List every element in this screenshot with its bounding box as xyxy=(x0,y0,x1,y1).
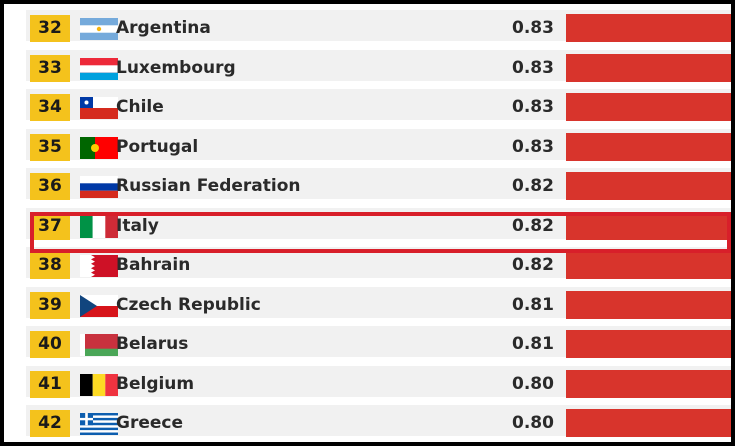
rank-badge: 37 xyxy=(30,213,70,240)
value-label: 0.83 xyxy=(512,18,554,38)
value-bar xyxy=(566,133,735,161)
rank-badge: 41 xyxy=(30,371,70,398)
value-bar xyxy=(566,172,735,200)
bahrain-flag-icon xyxy=(80,255,118,277)
value-label: 0.82 xyxy=(512,215,554,236)
ranking-row xyxy=(26,247,735,278)
country-name: Greece xyxy=(116,413,184,433)
country-name: Luxembourg xyxy=(116,57,236,78)
rank-badge: 42 xyxy=(30,410,70,437)
value-label: 0.83 xyxy=(512,97,554,117)
country-name: Belarus xyxy=(116,334,189,354)
ranking-row xyxy=(26,168,735,199)
belarus-flag-icon xyxy=(80,334,118,356)
rank-badge: 32 xyxy=(30,15,70,42)
rank-badge: 38 xyxy=(30,252,70,279)
chile-flag-icon xyxy=(80,97,118,119)
ranking-row xyxy=(26,326,735,357)
value-label: 0.80 xyxy=(512,373,554,394)
russia-flag-icon xyxy=(80,176,118,198)
ranking-row xyxy=(26,50,735,81)
value-label: 0.80 xyxy=(512,413,554,433)
value-bar xyxy=(566,330,735,358)
ranking-row xyxy=(26,10,735,41)
country-name: Belgium xyxy=(116,373,195,394)
ranking-row xyxy=(26,287,735,318)
ranking-row xyxy=(26,89,735,120)
value-bar xyxy=(566,251,735,279)
belgium-flag-icon xyxy=(80,374,118,396)
luxembourg-flag-icon xyxy=(80,58,118,80)
portugal-flag-icon xyxy=(80,137,118,159)
value-label: 0.83 xyxy=(512,136,554,157)
rank-badge: 34 xyxy=(30,94,70,121)
value-label: 0.82 xyxy=(512,176,554,196)
ranking-row xyxy=(26,129,735,160)
value-bar xyxy=(566,212,735,240)
country-name: Bahrain xyxy=(116,255,191,275)
value-label: 0.83 xyxy=(512,57,554,78)
value-bar xyxy=(566,93,735,121)
country-name: Chile xyxy=(116,97,164,117)
country-name: Italy xyxy=(116,215,159,236)
rank-badge: 33 xyxy=(30,55,70,82)
value-label: 0.81 xyxy=(512,294,554,315)
value-label: 0.82 xyxy=(512,255,554,275)
ranking-row xyxy=(26,366,735,397)
italy-flag-icon xyxy=(80,216,118,238)
ranking-row xyxy=(26,208,735,239)
greece-flag-icon xyxy=(80,413,118,435)
value-bar xyxy=(566,291,735,319)
rank-badge: 40 xyxy=(30,331,70,358)
country-name: Czech Republic xyxy=(116,294,261,315)
value-bar xyxy=(566,409,735,437)
country-name: Russian Federation xyxy=(116,176,301,196)
value-label: 0.81 xyxy=(512,334,554,354)
value-bar xyxy=(566,54,735,82)
ranking-row xyxy=(26,405,735,436)
rank-badge: 35 xyxy=(30,134,70,161)
country-name: Portugal xyxy=(116,136,199,157)
argentina-flag-icon xyxy=(80,18,118,40)
rank-badge: 39 xyxy=(30,292,70,319)
czech-flag-icon xyxy=(80,295,118,317)
value-bar xyxy=(566,370,735,398)
value-bar xyxy=(566,14,735,42)
country-name: Argentina xyxy=(116,18,211,38)
rank-badge: 36 xyxy=(30,173,70,200)
